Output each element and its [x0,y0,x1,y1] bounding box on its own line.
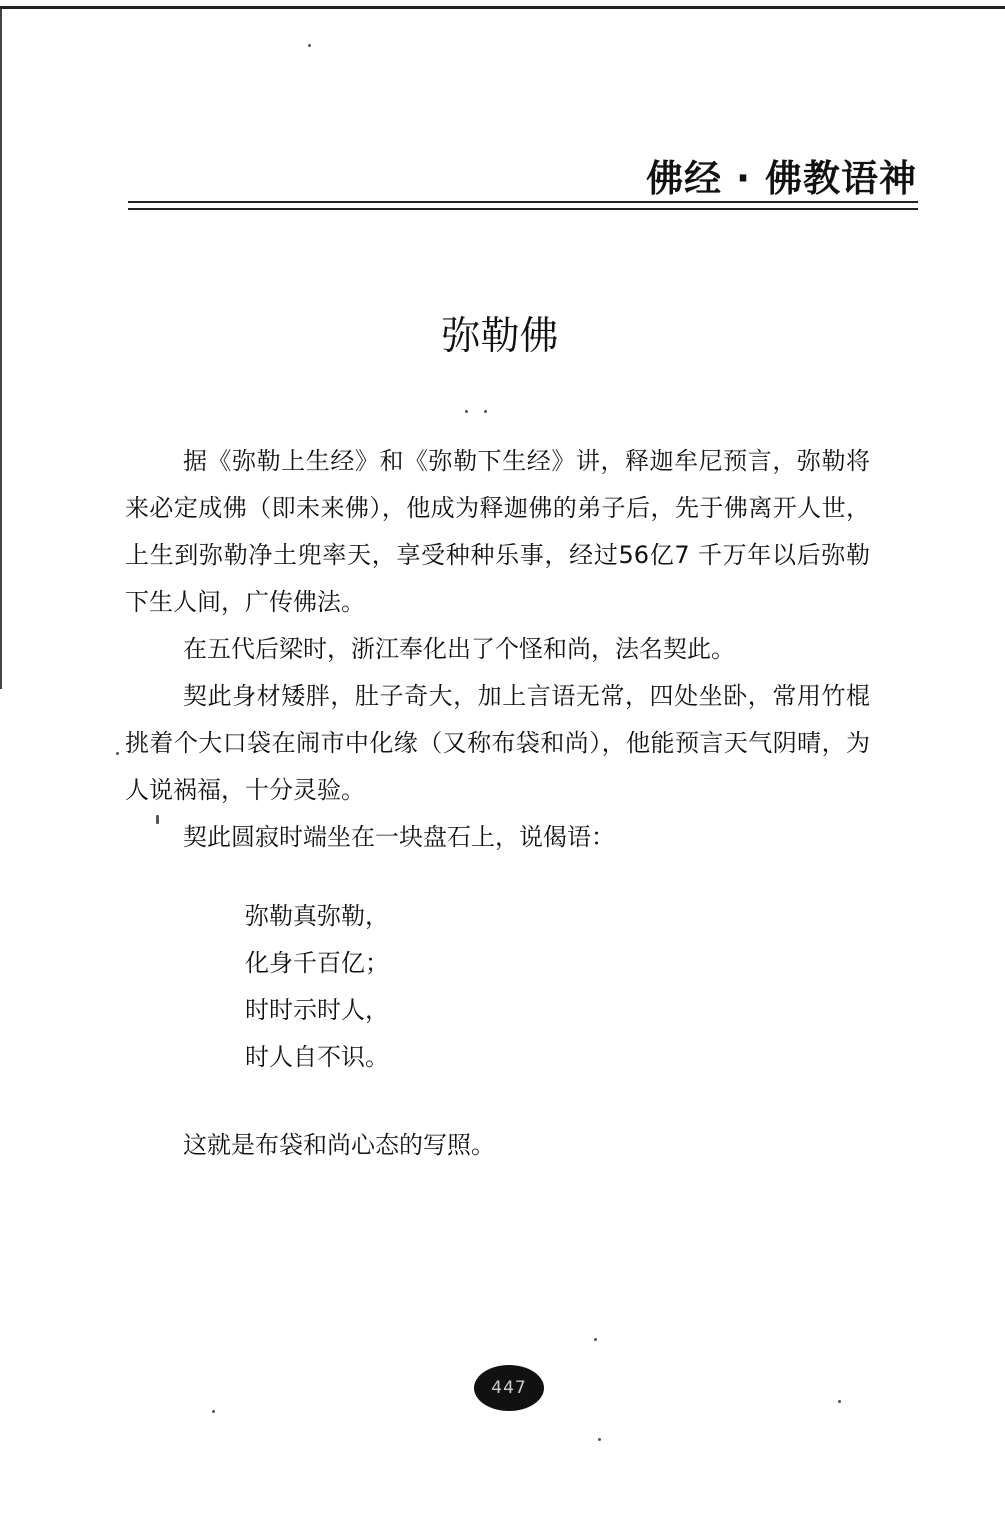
scan-speck [212,1410,215,1413]
scan-speck [838,1400,841,1403]
scan-speck [156,815,159,824]
paragraph: 契此身材矮胖，肚子奇大，加上言语无常，四处坐卧，常用竹棍挑着个大口袋在闹市中化缘（又称布袋和尚），他能预言天气阴晴，为人说祸福，十分灵验。 [125,682,870,804]
scan-speck [465,410,468,413]
page-number-badge: 447 [474,1365,544,1411]
scan-speck [308,44,311,47]
verse-line: 化身千百亿； [245,949,389,977]
paragraph: 据《弥勒上生经》和《弥勒下生经》讲，释迦牟尼预言，弥勒将来必定成佛（即未来佛），他成为释迦佛的弟子后，先于佛离开人世，上生到弥勒净土兜率天，享受种种乐事，经过56亿7 千万年以后弥勒下生人间，广传佛法。 [125,447,870,616]
scan-speck [598,1438,601,1441]
closing-line: 这就是布袋和尚心态的写照。 [183,1131,495,1159]
header-rule-lower [128,208,918,210]
paragraph: 在五代后梁时，浙江奉化出了个怪和尚，法名契此。 [183,635,735,663]
scan-speck [484,410,487,413]
top-border-rule [0,6,1005,9]
verse-line: 弥勒真弥勒， [245,902,389,930]
verse-block [245,893,389,1081]
scan-speck [594,1338,597,1341]
paragraph: 契此圆寂时端坐在一块盘石上，说偈语： [183,823,615,851]
article-title: 弥勒佛 [441,314,559,359]
header-rule-upper [128,201,918,203]
scan-speck [116,752,119,755]
verse-line: 时人自不识。 [245,1043,389,1071]
running-head: 佛经 · 佛教语神 [646,157,917,200]
article-body [125,438,870,861]
verse-line: 时时示时人， [245,996,389,1024]
